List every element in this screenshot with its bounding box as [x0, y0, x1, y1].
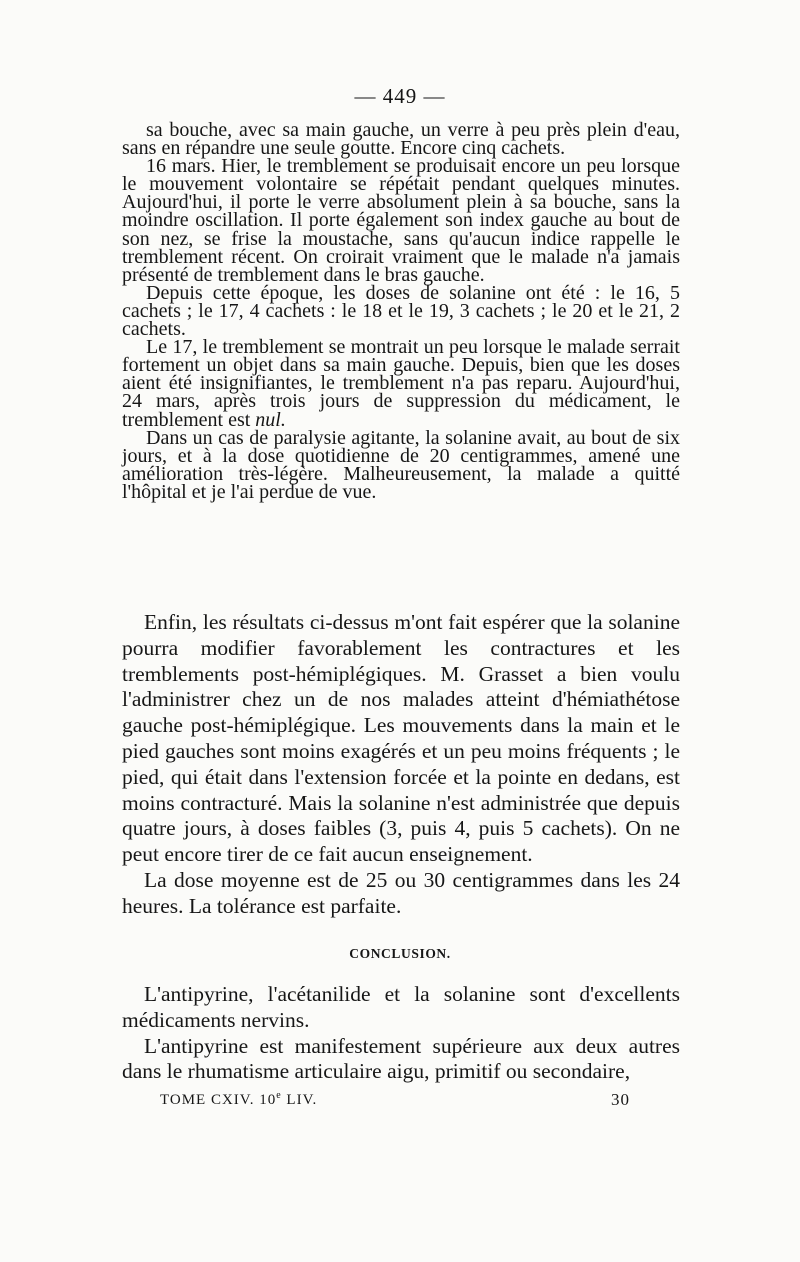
paragraph: Enfin, les résultats ci-dessus m'ont fait espérer que la solanine pourra modifier favorablement les contractures et les tremblements post-hémiplégiques. M. Grasset a bien voulu l'administrer chez un de nos malades atteint d'hémiathétose gauche post-hémiplégique. Les mouvements dans la main et le pied gauches sont moins exagérés et un peu moins fréquents ; le pied, qui était dans l'extension forcée et la pointe en dedans, est moins contracturé. Mais la solanine n'est administrée que depuis quatre jours, à doses faibles (3, puis 4, puis 5 cachets). On ne peut encore tirer de ce fait aucun enseignement. — [122, 610, 680, 867]
paragraph: Dans un cas de paralysie agitante, la solanine avait, au bout de six jours, et à la dose quotidienne de 20 centigrammes, amené une amélioration très-légère. Malheureusement, la malade a quitté l'hôpital et je l'ai perdue de vue. — [122, 426, 680, 503]
conclusion-heading: CONCLUSION. — [349, 946, 451, 961]
footer-tome: TOME CXIV. — [160, 1092, 255, 1108]
footer-signature: 30 — [611, 1090, 630, 1109]
paragraph: L'antipyrine, l'acétanilide et la solanine sont d'excellents médicaments nervins. — [122, 982, 680, 1032]
paragraph-text: Le 17, le tremblement se montrait un peu lorsque le malade serrait fortement un objet dans sa main gauche. Depuis, bien que les doses aient été insignifiantes, le tremblement n'a pas reparu. Aujourd'hui, 24 mars, après trois jours de suppression du médicament, le tremblement est — [122, 336, 680, 431]
paragraph-block-results — [122, 610, 680, 920]
footer-volume — [160, 1090, 317, 1109]
paragraph — [122, 336, 680, 431]
paragraph-block-conclusion — [122, 982, 680, 1085]
paragraph: sa bouche, avec sa main gauche, un verre à peu près plein d'eau, sans en répandre une seule goutte. Encore cinq cachets. — [122, 119, 680, 160]
paragraph: L'antipyrine est manifestement supérieure aux deux autres dans le rhumatisme articulaire aigu, primitif ou secondaire, — [122, 1033, 680, 1084]
page-number-header: — 449 — — [354, 84, 446, 108]
emphasis-text: nul. — [255, 408, 286, 431]
paragraph: 16 mars. Hier, le tremblement se produisait encore un peu lorsque le mouvement volontaire se répétait pendant quelques minutes. Aujourd'hui, il porte le verre absolument plein à sa bouche, sans la moindre oscillation. Il porte également son index gauche au bout de son nez, se frise la moustache, sans qu'aucun indice rappelle le tremblement récent. On croirait vraiment que le malade n'a jamais présenté de tremblement dans le bras gauche. — [122, 155, 680, 286]
footer-livraison-sup: e — [276, 1090, 282, 1101]
footer-livraison-label: LIV. — [286, 1092, 318, 1108]
paragraph: La dose moyenne est de 25 ou 30 centigrammes dans les 24 heures. La tolérance est parfaite. — [122, 867, 680, 918]
footer-livraison-number: 10 — [259, 1092, 277, 1108]
paragraph: Depuis cette époque, les doses de solanine ont été : le 16, 5 cachets ; le 17, 4 cachets : le 18 et le 19, 3 cachets ; le 20 et le 21, 2 cachets. — [122, 281, 680, 341]
paragraph-block-case-report — [122, 121, 680, 501]
